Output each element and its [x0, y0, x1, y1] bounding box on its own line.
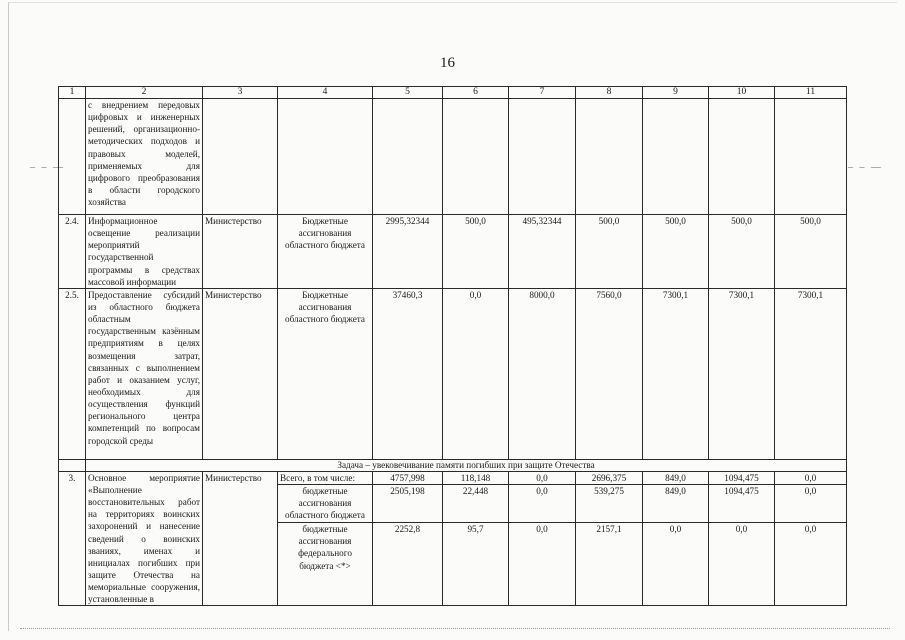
table-header-row — [59, 87, 847, 99]
num-cell — [59, 99, 86, 215]
header-cell: 6 — [443, 87, 509, 99]
value-cell: 500,0 — [709, 215, 775, 289]
header-cell: 5 — [373, 87, 443, 99]
desc-cell: Информационное освещение реализации мероприятий государственной программы в средствах массовой информации — [86, 215, 203, 289]
scan-edge-line — [20, 628, 890, 630]
value-cell: 2157,1 — [576, 523, 643, 606]
table-row-continuation — [59, 99, 847, 215]
right-margin-marks: – – — — [848, 162, 883, 173]
header-cell: 8 — [576, 87, 643, 99]
value-cell: 495,32344 — [509, 215, 576, 289]
value-cell: 1094,475 — [709, 471, 775, 484]
value-cell: 95,7 — [443, 523, 509, 606]
source-cell: Бюджетные ассигнования областного бюджета — [278, 215, 373, 289]
page-number: 16 — [440, 55, 455, 71]
table-row — [59, 471, 847, 484]
value-cell: 500,0 — [643, 215, 709, 289]
desc-cell: Предоставление субсидий из областного бюджета областным государственным казённым предприятиям в целях возмещения затрат, связанных с выполнением работ и оказанием услуг, необходимых для осуществления функций регионального центра компетенций по вопросам городской среды — [86, 288, 203, 459]
source-cell: Всего, в том числе: — [278, 471, 373, 484]
table-row — [59, 215, 847, 289]
value-cell: 0,0 — [509, 485, 576, 523]
task-row — [59, 459, 847, 471]
desc-cell: с внедрением передовых цифровых и инженерных решений, организационно-методических подходов и правовых моделей, применяемых для цифрового преобразования в области городского хозяйства — [86, 99, 203, 215]
value-cell: 539,275 — [576, 485, 643, 523]
value-cell: 2505,198 — [373, 485, 443, 523]
executor-cell: Министерство — [203, 288, 278, 459]
desc-cell: Основное мероприятие «Выполнение восстановительных работ на территориях воинских захоронений и нанесение сведений о воинских званиях, именах и инициалах погибших при защите Отечества на мемориальные сооружения, установленные в — [86, 471, 203, 606]
value-cell: 2995,32344 — [373, 215, 443, 289]
value-cell: 0,0 — [775, 523, 847, 606]
value-cell: 500,0 — [576, 215, 643, 289]
value-cell: 849,0 — [643, 485, 709, 523]
header-cell: 7 — [509, 87, 576, 99]
value-cell: 7300,1 — [775, 288, 847, 459]
value-cell: 0,0 — [509, 471, 576, 484]
value-cell: 37460,3 — [373, 288, 443, 459]
value-cell: 2252,8 — [373, 523, 443, 606]
value-cell: 0,0 — [509, 523, 576, 606]
executor-cell: Министерство — [203, 471, 278, 606]
header-cell: 3 — [203, 87, 278, 99]
value-cell: 849,0 — [643, 471, 709, 484]
executor-cell: Министерство — [203, 215, 278, 289]
value-cell: 0,0 — [643, 523, 709, 606]
source-cell: бюджетные ассигнования областного бюджета — [278, 485, 373, 523]
num-cell: 3. — [59, 471, 86, 606]
value-cell: 2696,375 — [576, 471, 643, 484]
header-cell: 2 — [86, 87, 203, 99]
value-cell: 500,0 — [775, 215, 847, 289]
header-cell: 10 — [709, 87, 775, 99]
header-cell: 11 — [775, 87, 847, 99]
value-cell: 0,0 — [775, 471, 847, 484]
header-cell: 4 — [278, 87, 373, 99]
task-title: Задача – увековечивание памяти погибших при защите Отечества — [86, 459, 847, 471]
value-cell: 500,0 — [443, 215, 509, 289]
source-cell: Бюджетные ассигнования областного бюджета — [278, 288, 373, 459]
left-margin-marks: – – — — [30, 162, 65, 173]
value-cell: 7300,1 — [643, 288, 709, 459]
num-cell: 2.5. — [59, 288, 86, 459]
value-cell: 7560,0 — [576, 288, 643, 459]
header-cell: 9 — [643, 87, 709, 99]
value-cell: 0,0 — [775, 485, 847, 523]
table-row — [59, 288, 847, 459]
header-cell: 1 — [59, 87, 86, 99]
value-cell: 4757,998 — [373, 471, 443, 484]
source-cell: бюджетные ассигнования федерального бюджета <*> — [278, 523, 373, 606]
value-cell: 0,0 — [709, 523, 775, 606]
value-cell: 7300,1 — [709, 288, 775, 459]
budget-table — [58, 86, 847, 606]
value-cell: 118,148 — [443, 471, 509, 484]
value-cell: 22,448 — [443, 485, 509, 523]
num-cell: 2.4. — [59, 215, 86, 289]
value-cell: 0,0 — [443, 288, 509, 459]
value-cell: 8000,0 — [509, 288, 576, 459]
value-cell: 1094,475 — [709, 485, 775, 523]
